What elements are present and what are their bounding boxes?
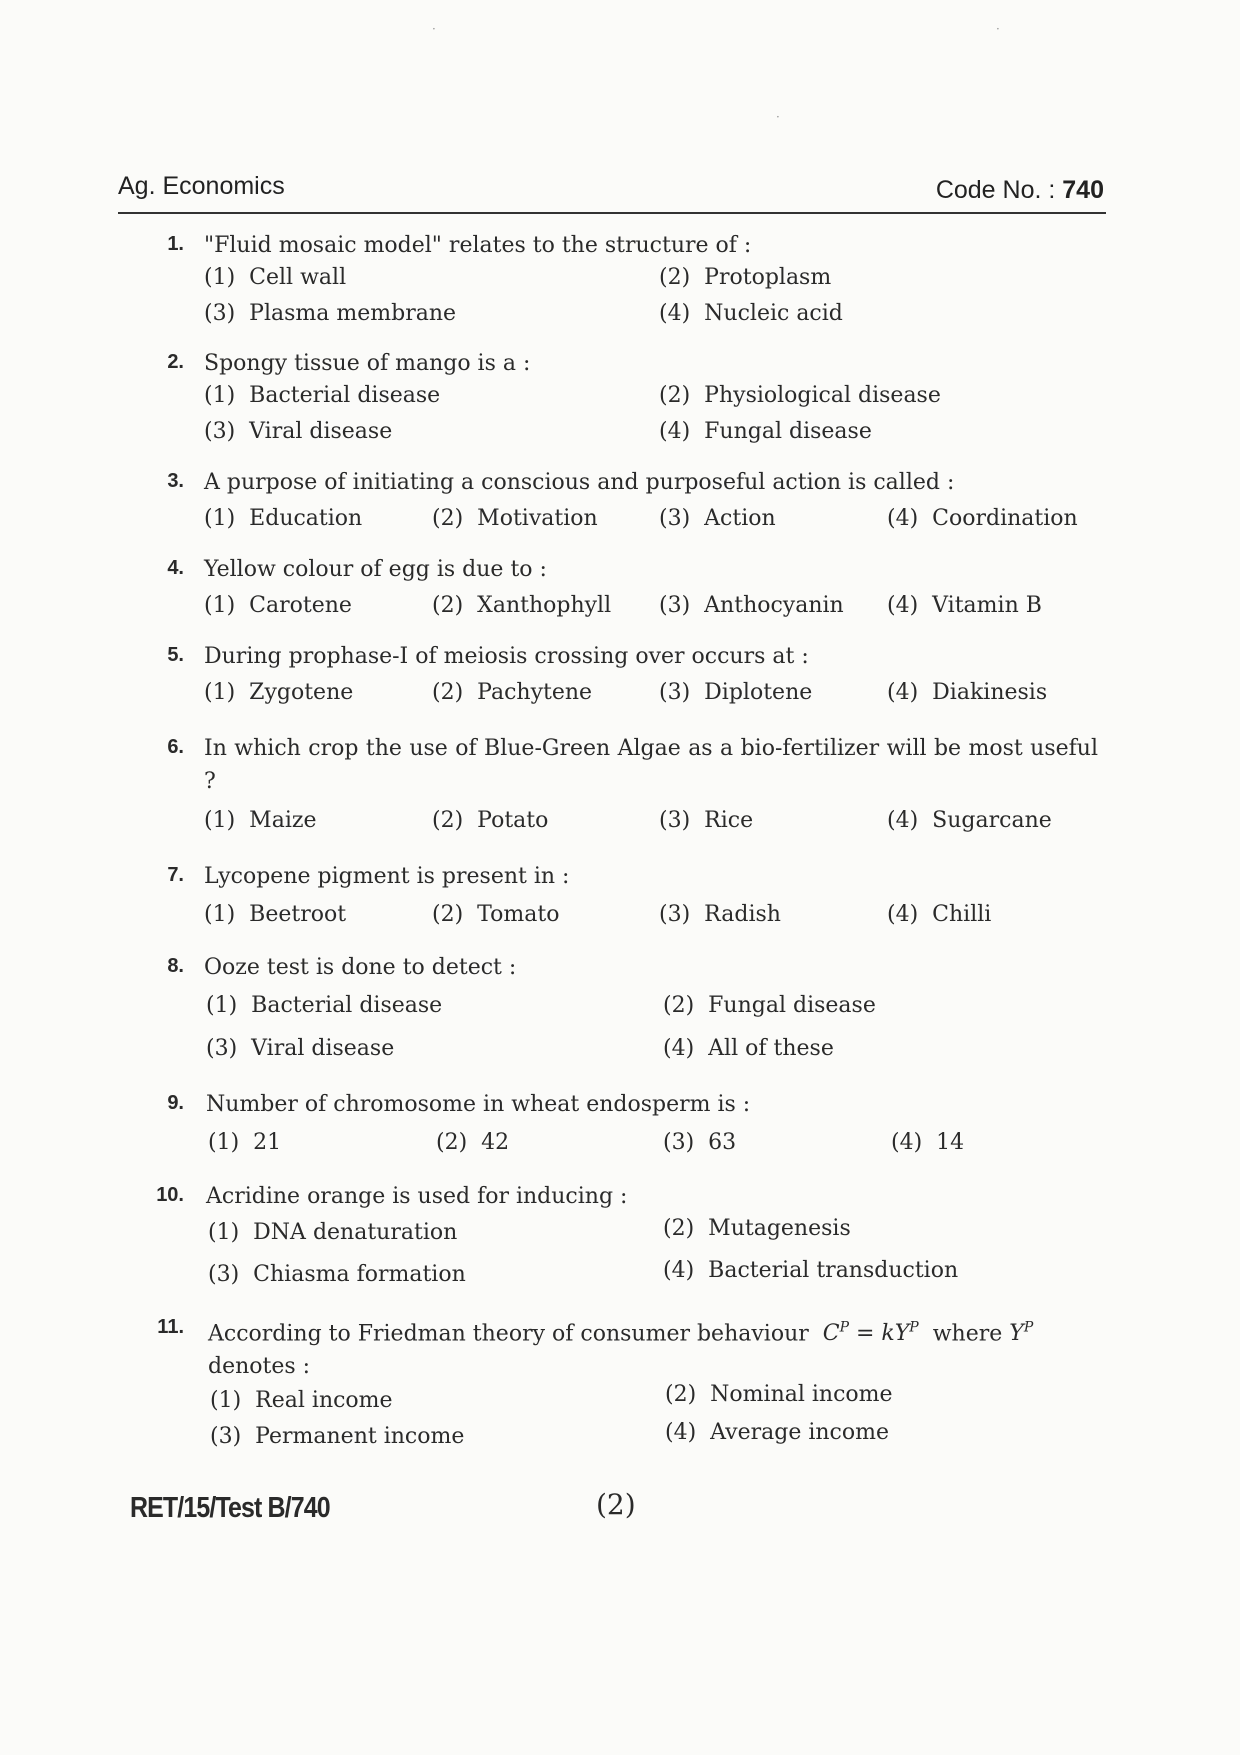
option-4: (4) Vitamin B	[887, 593, 1042, 618]
option-1: (1) Zygotene	[204, 680, 354, 705]
option-3: (3) Plasma membrane	[204, 301, 457, 326]
option-4: (4) Bacterial transduction	[663, 1258, 959, 1283]
question-text-word: where	[932, 1321, 1003, 1347]
question-number: 1.	[167, 233, 184, 255]
option-2: (2) Protoplasm	[659, 265, 832, 290]
scan-speck: ·	[432, 22, 436, 36]
test-code: RET/15/Test B/740	[130, 1492, 330, 1524]
option-1: (1) Beetroot	[204, 902, 347, 927]
scan-speck: ·	[776, 110, 780, 124]
question-number: 7.	[167, 864, 184, 886]
question-text	[208, 1312, 1100, 1383]
page-header	[118, 172, 1106, 214]
option-3: (3) Viral disease	[204, 419, 393, 444]
question-text: Yellow colour of egg is due to :	[204, 557, 547, 582]
option-4: (4) 14	[891, 1130, 965, 1155]
option-2: (2) Potato	[432, 808, 549, 833]
code-value: 740	[1062, 176, 1104, 204]
option-2: (2) Xanthophyll	[432, 593, 612, 618]
question-text: Spongy tissue of mango is a :	[204, 351, 531, 376]
question-text: A purpose of initiating a conscious and purposeful action is called :	[204, 470, 955, 495]
question-number: 10.	[156, 1184, 184, 1206]
scan-speck: ·	[996, 22, 1000, 36]
option-2: (2) Nominal income	[665, 1382, 893, 1407]
code-label: Code No. :	[935, 176, 1056, 204]
option-4: (4) Sugarcane	[887, 808, 1052, 833]
question-text-part-2: denotes :	[208, 1354, 311, 1380]
question-text: In which crop the use of Blue-Green Algae as a bio-fertilizer will be most useful ?	[204, 736, 1098, 794]
question-number: 8.	[167, 955, 184, 977]
option-4: (4) Coordination	[887, 506, 1078, 531]
subject-title: Ag. Economics	[118, 172, 285, 200]
option-2: (2) 42	[436, 1130, 510, 1155]
option-4: (4) Chilli	[887, 902, 992, 927]
option-1: (1) Bacterial disease	[206, 993, 443, 1018]
option-1: (1) Maize	[204, 808, 317, 833]
option-2: (2) Tomato	[432, 902, 560, 927]
question-number: 11.	[157, 1316, 184, 1338]
question-number: 9.	[167, 1092, 184, 1114]
question-number: 6.	[167, 736, 184, 758]
option-3: (3) Action	[659, 506, 776, 531]
question-text: During prophase-I of meiosis crossing over occurs at :	[204, 644, 809, 669]
formula-variable: $Y^P$	[1009, 1320, 1034, 1347]
question-number: 4.	[167, 557, 184, 579]
question-text: "Fluid mosaic model" relates to the structure of :	[204, 233, 752, 258]
option-4: (4) All of these	[663, 1036, 834, 1061]
option-1: (1) Cell wall	[204, 265, 347, 290]
question-text: Number of chromosome in wheat endosperm is :	[206, 1092, 751, 1117]
option-1: (1) Carotene	[204, 593, 352, 618]
option-3: (3) 63	[663, 1130, 737, 1155]
option-2: (2) Physiological disease	[659, 383, 941, 408]
option-1: (1) Real income	[210, 1388, 393, 1413]
option-3: (3) Anthocyanin	[659, 593, 844, 618]
option-1: (1) 21	[208, 1130, 282, 1155]
option-3: (3) Permanent income	[210, 1424, 465, 1449]
option-3: (3) Rice	[659, 808, 754, 833]
option-3: (3) Chiasma formation	[208, 1262, 466, 1287]
option-2: (2) Mutagenesis	[663, 1216, 851, 1241]
question-text-part-1: According to Friedman theory of consumer behaviour	[208, 1321, 809, 1347]
option-2: (2) Pachytene	[432, 680, 593, 705]
option-4: (4) Fungal disease	[659, 419, 872, 444]
option-2: (2) Motivation	[432, 506, 598, 531]
option-1: (1) Education	[204, 506, 363, 531]
option-2: (2) Fungal disease	[663, 993, 876, 1018]
option-3: (3) Radish	[659, 902, 781, 927]
option-3: (3) Viral disease	[206, 1036, 395, 1061]
question-text: Ooze test is done to detect :	[204, 955, 517, 980]
option-1: (1) DNA denaturation	[208, 1220, 458, 1245]
option-4: (4) Average income	[665, 1420, 889, 1445]
option-4: (4) Nucleic acid	[659, 301, 843, 326]
code-number	[936, 176, 1104, 205]
option-4: (4) Diakinesis	[887, 680, 1048, 705]
question-text: Lycopene pigment is present in :	[204, 864, 570, 889]
question-number: 3.	[167, 470, 184, 492]
question-text: Acridine orange is used for inducing :	[206, 1184, 628, 1209]
question-number: 5.	[167, 644, 184, 666]
formula: $C^P = kY^P$	[815, 1320, 919, 1347]
option-3: (3) Diplotene	[659, 680, 813, 705]
page-number: (2)	[596, 1488, 636, 1521]
question-number: 2.	[167, 351, 184, 373]
option-1: (1) Bacterial disease	[204, 383, 441, 408]
